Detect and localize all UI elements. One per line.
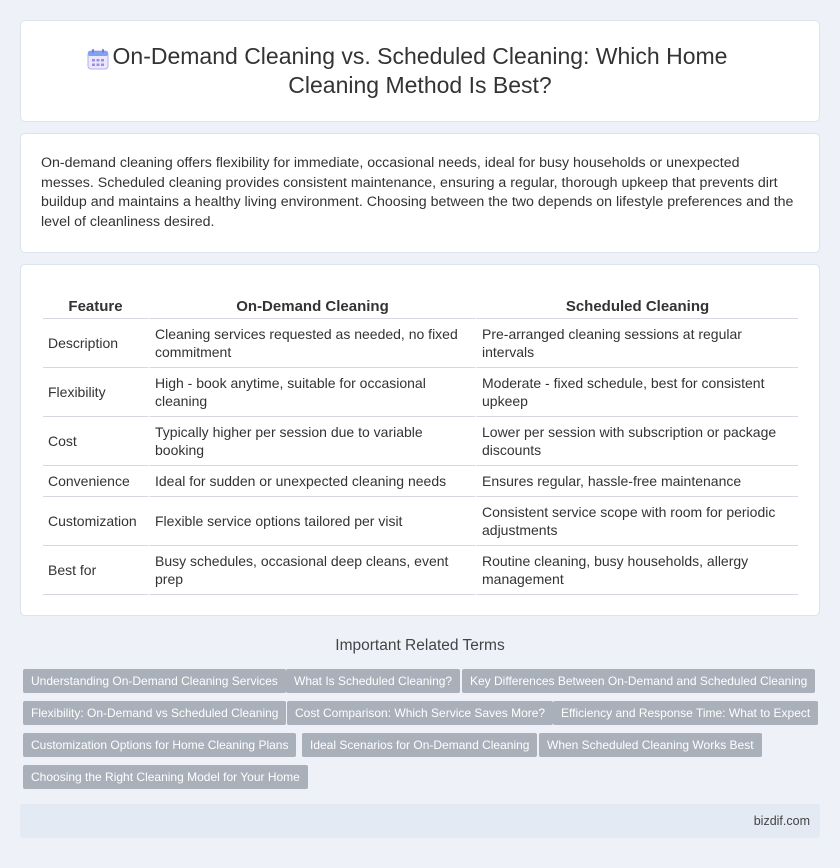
related-term-tag[interactable]: When Scheduled Cleaning Works Best	[539, 733, 762, 757]
comparison-card	[20, 264, 820, 616]
table-cell: Cleaning services requested as needed, no fixed commitment	[148, 319, 475, 368]
related-terms-heading: Important Related Terms	[335, 637, 505, 654]
table-cell: Consistent service scope with room for periodic adjustments	[475, 497, 798, 546]
related-term-tag[interactable]: Choosing the Right Cleaning Model for Your Home	[23, 765, 308, 789]
related-term-tag[interactable]: Cost Comparison: Which Service Saves More?	[287, 701, 553, 725]
related-term-tag[interactable]: Efficiency and Response Time: What to Expect	[553, 701, 818, 725]
related-term-tag[interactable]: Understanding On-Demand Cleaning Services	[23, 669, 286, 693]
comparison-table	[43, 295, 798, 595]
table-header-row	[43, 295, 798, 319]
table-cell: Best for	[43, 546, 148, 595]
footer	[20, 804, 820, 838]
table-cell: Cost	[43, 417, 148, 466]
footer-brand[interactable]: bizdif.com	[753, 814, 810, 828]
table-row	[43, 368, 798, 417]
table-cell: Ensures regular, hassle-free maintenance	[475, 466, 798, 497]
table-cell: Convenience	[43, 466, 148, 497]
intro-card	[20, 133, 820, 253]
table-cell: Pre-arranged cleaning sessions at regular intervals	[475, 319, 798, 368]
table-cell: Ideal for sudden or unexpected cleaning needs	[148, 466, 475, 497]
table-row	[43, 546, 798, 595]
table-row	[43, 466, 798, 497]
table-header: Feature	[43, 295, 148, 319]
related-term-tag[interactable]: What Is Scheduled Cleaning?	[286, 669, 460, 693]
intro-paragraph: On-demand cleaning offers flexibility for immediate, occasional needs, ideal for busy households or unexpected messes. Scheduled cleaning provides consistent maintenance, ensuring a regular, thorough upkeep that prevents dirt buildup and maintains a healthy living environment. Choosing between the two depends on lifestyle preferences and the level of cleanliness desired.	[41, 155, 794, 230]
table-cell: Description	[43, 319, 148, 368]
table-row	[43, 417, 798, 466]
related-term-tag[interactable]: Customization Options for Home Cleaning Plans	[23, 733, 296, 757]
table-cell: Customization	[43, 497, 148, 546]
table-cell: Routine cleaning, busy households, allergy management	[475, 546, 798, 595]
table-row	[43, 497, 798, 546]
table-cell: Moderate - fixed schedule, best for consistent upkeep	[475, 368, 798, 417]
table-cell: Lower per session with subscription or package discounts	[475, 417, 798, 466]
table-cell: Typically higher per session due to variable booking	[148, 417, 475, 466]
page-title: On-Demand Cleaning vs. Scheduled Cleaning: Which Home Cleaning Method Is Best?	[112, 43, 728, 98]
related-term-tag[interactable]: Ideal Scenarios for On-Demand Cleaning	[302, 733, 537, 757]
title-card	[20, 20, 820, 122]
table-cell: Flexibility	[43, 368, 148, 417]
table-cell: High - book anytime, suitable for occasional cleaning	[148, 368, 475, 417]
table-header: On-Demand Cleaning	[148, 295, 475, 319]
table-header: Scheduled Cleaning	[475, 295, 798, 319]
related-term-tag[interactable]: Flexibility: On-Demand vs Scheduled Cleaning	[23, 701, 286, 725]
related-term-tag[interactable]: Key Differences Between On-Demand and Scheduled Cleaning	[462, 669, 815, 693]
table-cell: Busy schedules, occasional deep cleans, event prep	[148, 546, 475, 595]
table-cell: Flexible service options tailored per visit	[148, 497, 475, 546]
table-row	[43, 319, 798, 368]
